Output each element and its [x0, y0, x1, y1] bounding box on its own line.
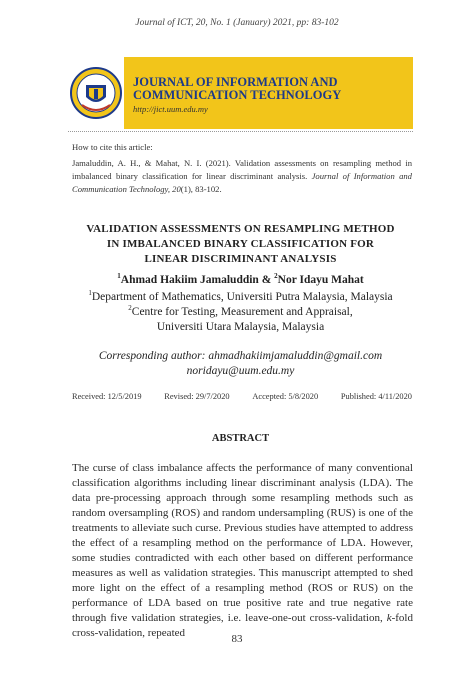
- article-dates: [72, 392, 412, 401]
- crest-icon: [70, 65, 122, 121]
- journal-title-line1: JOURNAL OF INFORMATION AND: [133, 75, 338, 89]
- date-accepted: Accepted: 5/8/2020: [252, 392, 319, 401]
- citation-plain: Jamaluddin, A. H., & Mahat, N. I. (2021). Validation assessments on resampling method in imbalanced binary classification for linear discriminant analysis.: [72, 158, 412, 181]
- university-logo: [68, 57, 124, 129]
- abstract-text-a: The curse of class imbalance affects the performance of many conventional classification algorithms including linear discriminant analysis (LDA). The data pre-processing approach through some resampling methods such as random oversampling (ROS) and random undersampling (RUS) is one of the treatments to alleviate such curse. Previous studies have attempted to address the effect of a resampling method on the performance of LDA. However, some studies contradicted with each other based on different performance measures as well as validation strategies. This manuscript attempted to shed more light on the effect of a resampling method (ROS or RUS) on the performance of LDA based on true positive rate and true negative rate through five validation strategies, i.e. leave-one-out cross-validation,: [72, 462, 413, 624]
- date-revised: Revised: 29/7/2020: [164, 392, 230, 401]
- author1: Ahmad Hakiim Jamaluddin &: [120, 274, 275, 286]
- aff1-sup: 1: [88, 289, 92, 298]
- paper-title: [68, 222, 413, 267]
- corresponding-author: [68, 349, 413, 379]
- citation-journal: Journal of Information and Communication Technology, 20: [72, 171, 412, 194]
- aff1-text: Department of Mathematics, Universiti Putra Malaysia, Malaysia: [91, 291, 393, 303]
- paper-title-line2: IN IMBALANCED BINARY CLASSIFICATION FOR: [106, 238, 375, 250]
- journal-url-link[interactable]: http://jict.uum.edu.my: [133, 104, 208, 114]
- citation-label: How to cite this article:: [72, 142, 153, 152]
- author2-sup: 2: [274, 272, 278, 281]
- journal-title-line2: COMMUNICATION TECHNOLOGY: [133, 88, 342, 102]
- affiliation-2: [68, 305, 413, 320]
- abstract-text-b: -fold cross-validation, repeated: [72, 612, 413, 639]
- dotted-divider: [68, 131, 413, 132]
- date-published: Published: 4/11/2020: [340, 392, 412, 401]
- affiliations: [68, 290, 413, 335]
- author-list: [68, 274, 413, 286]
- abstract-heading: ABSTRACT: [211, 433, 270, 444]
- abstract-paragraph: [72, 461, 413, 641]
- date-received: Received: 12/5/2019: [72, 392, 142, 401]
- citation-issue: (1), 83-102.: [180, 184, 222, 194]
- author2: Nor Idayu Mahat: [277, 274, 364, 286]
- citation-text: [72, 157, 412, 196]
- author1-sup: 1: [117, 272, 121, 281]
- abstract-body: [72, 461, 413, 641]
- paper-title-line1: VALIDATION ASSESSMENTS ON RESAMPLING METHOD: [86, 223, 395, 235]
- running-head: Journal of ICT, 20, No. 1 (January) 2021, pp: 83-102: [135, 18, 339, 28]
- paper-title-line3: LINEAR DISCRIMINANT ANALYSIS: [144, 253, 337, 265]
- aff2-sup: 2: [128, 304, 132, 313]
- aff2-line1: Centre for Testing, Measurement and Appraisal,: [131, 306, 353, 318]
- citation-block: [72, 141, 412, 196]
- corresponding-line1: Corresponding author: ahmadhakiimjamaluddin@gmail.com: [98, 350, 383, 362]
- abstract-k: k: [386, 612, 392, 624]
- page-number: 83: [231, 633, 243, 645]
- affiliation-2-line2: Universiti Utara Malaysia, Malaysia: [156, 321, 325, 333]
- journal-title: [133, 76, 413, 102]
- affiliation-1: [68, 290, 413, 305]
- corresponding-line2: noridayu@uum.edu.my: [186, 365, 295, 377]
